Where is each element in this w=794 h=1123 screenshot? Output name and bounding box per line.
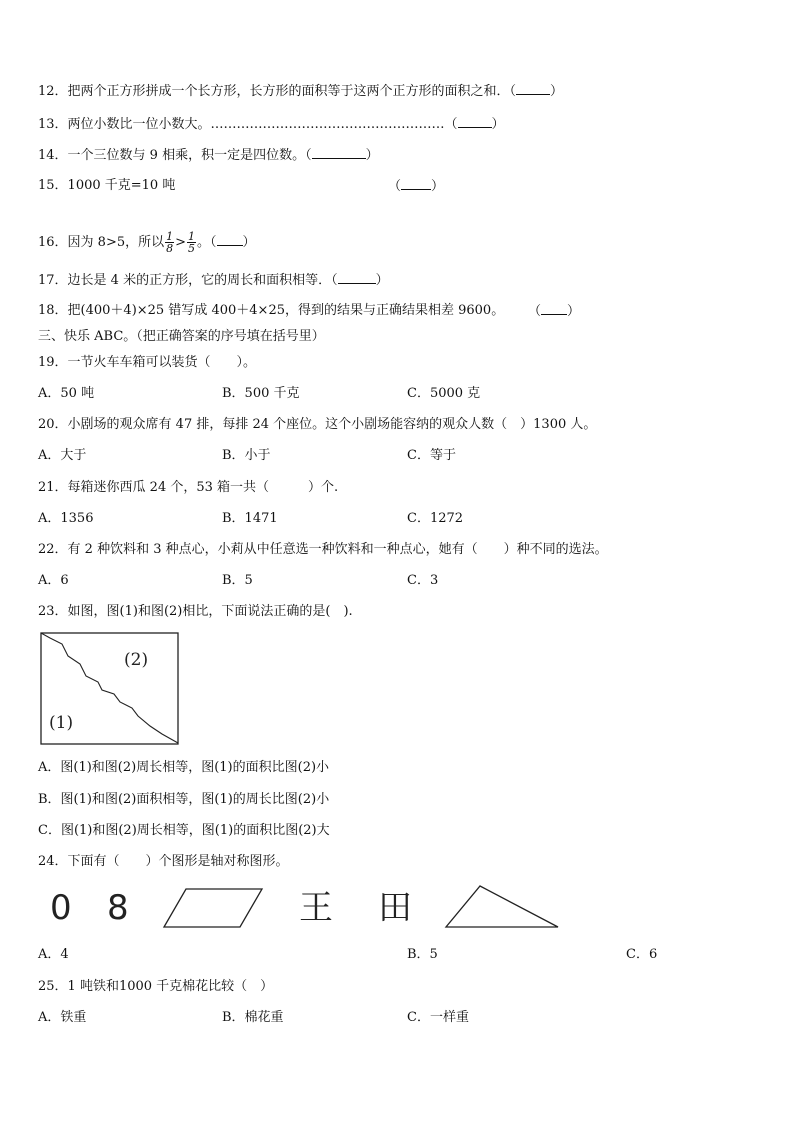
- split-rectangle-figure: [40, 632, 180, 746]
- question-15-answer: （ ）: [388, 179, 445, 194]
- option-23-a[interactable]: A．图(1)和图(2)周长相等，图(1)的面积比图(2)小: [38, 760, 330, 775]
- option-21-c[interactable]: C．1272: [407, 511, 464, 526]
- digit-zero-shape: 0: [50, 888, 72, 928]
- option-21-a[interactable]: A．1356: [38, 511, 94, 526]
- question-22: 22．有 2 种饮料和 3 种点心，小莉从中任意选一种饮料和一种点心，她有（ ）种不同的选法。: [38, 542, 608, 557]
- question-24: 24．下面有（ ）个图形是轴对称图形。: [38, 854, 289, 869]
- question-17-text: 17．边长是 4 米的正方形，它的周长和面积相等．（: [38, 273, 338, 288]
- question-18-text: 18．把(400＋4)×25 错写成 400＋4×25，得到的结果与正确结果相差 9600。: [38, 303, 505, 318]
- option-22-c[interactable]: C．3: [407, 573, 439, 588]
- option-20-c[interactable]: C．等于: [407, 448, 456, 463]
- answer-blank-14[interactable]: [312, 147, 366, 159]
- question-12-text: 12．把两个正方形拼成一个长方形，长方形的面积等于这两个正方形的面积之和．（: [38, 84, 517, 99]
- question-17: 17．边长是 4 米的正方形，它的周长和面积相等．（ ）: [38, 273, 389, 288]
- answer-blank-18[interactable]: [541, 303, 567, 315]
- answer-blank-13[interactable]: [458, 116, 492, 128]
- question-13-text: 13．两位小数比一位小数大。………………………………………………（: [38, 117, 458, 132]
- question-13: 13．两位小数比一位小数大。………………………………………………（ ）: [38, 117, 505, 132]
- option-23-c[interactable]: C．图(1)和图(2)周长相等，图(1)的面积比图(2)大: [38, 823, 330, 838]
- question-15-text: 15．1000 千克=10 吨: [38, 178, 176, 193]
- option-20-a[interactable]: A．大于: [38, 448, 87, 463]
- question-14-text: 14．一个三位数与 9 相乘，积一定是四位数。（: [38, 148, 312, 163]
- figure-label-2: (2): [124, 650, 149, 670]
- option-25-b[interactable]: B．棉花重: [222, 1010, 284, 1025]
- wang-character-shape: 王: [299, 888, 333, 928]
- answer-blank-12[interactable]: [516, 83, 550, 95]
- question-16: 16．因为 8>5，所以 $\frac{1}{8}$ > $\frac{1}{5}$ 。（ ）: [38, 230, 256, 255]
- triangle-shape: [444, 884, 562, 930]
- answer-blank-15[interactable]: [401, 178, 431, 190]
- answer-blank-16[interactable]: [217, 234, 243, 246]
- question-18: [38, 303, 504, 319]
- question-21: 21．每箱迷你西瓜 24 个，53 箱一共（ ）个.: [38, 480, 339, 495]
- option-19-b[interactable]: B．500 千克: [222, 386, 300, 401]
- option-20-b[interactable]: B．小于: [222, 448, 271, 463]
- option-24-b[interactable]: B．5: [407, 947, 438, 962]
- question-16-text: 16．因为 8>5，所以: [38, 235, 165, 250]
- option-22-a[interactable]: A．6: [38, 573, 69, 588]
- tian-character-shape: 田: [378, 888, 412, 928]
- option-25-c[interactable]: C．一样重: [407, 1010, 469, 1025]
- question-14: 14．一个三位数与 9 相乘，积一定是四位数。（ ）: [38, 148, 379, 163]
- option-21-b[interactable]: B．1471: [222, 511, 278, 526]
- option-19-c[interactable]: C．5000 克: [407, 386, 481, 401]
- question-15: [38, 178, 175, 194]
- option-19-a[interactable]: A．50 吨: [38, 386, 95, 401]
- section-heading: 三、快乐 ABC。（把正确答案的序号填在括号里）: [38, 329, 325, 344]
- option-23-b[interactable]: B．图(1)和图(2)面积相等，图(1)的周长比图(2)小: [38, 792, 330, 807]
- fraction-one-eighth: $\frac{1}{8}$: [166, 230, 174, 255]
- digit-eight-shape: 8: [107, 888, 129, 928]
- question-12: 12．把两个正方形拼成一个长方形，长方形的面积等于这两个正方形的面积之和．（ ）: [38, 84, 564, 99]
- parallelogram-shape: [162, 887, 264, 929]
- question-20: 20．小剧场的观众席有 47 排，每排 24 个座位。这个小剧场能容纳的观众人数（ ）1300 人。: [38, 417, 597, 432]
- question-25: 25．1 吨铁和1000 千克棉花比较（ ）: [38, 979, 274, 994]
- figure-label-1: (1): [49, 713, 74, 733]
- option-22-b[interactable]: B．5: [222, 573, 253, 588]
- question-18-answer: （ ）: [528, 304, 581, 319]
- option-24-a[interactable]: A．4: [38, 947, 69, 962]
- question-19: 19．一节火车车箱可以装货（ ）。: [38, 355, 257, 370]
- fraction-one-fifth: $\frac{1}{5}$: [188, 230, 196, 255]
- question-23: 23．如图，图(1)和图(2)相比，下面说法正确的是( ).: [38, 604, 353, 619]
- option-24-c[interactable]: C．6: [626, 947, 658, 962]
- answer-blank-17[interactable]: [338, 272, 376, 284]
- option-25-a[interactable]: A．铁重: [38, 1010, 87, 1025]
